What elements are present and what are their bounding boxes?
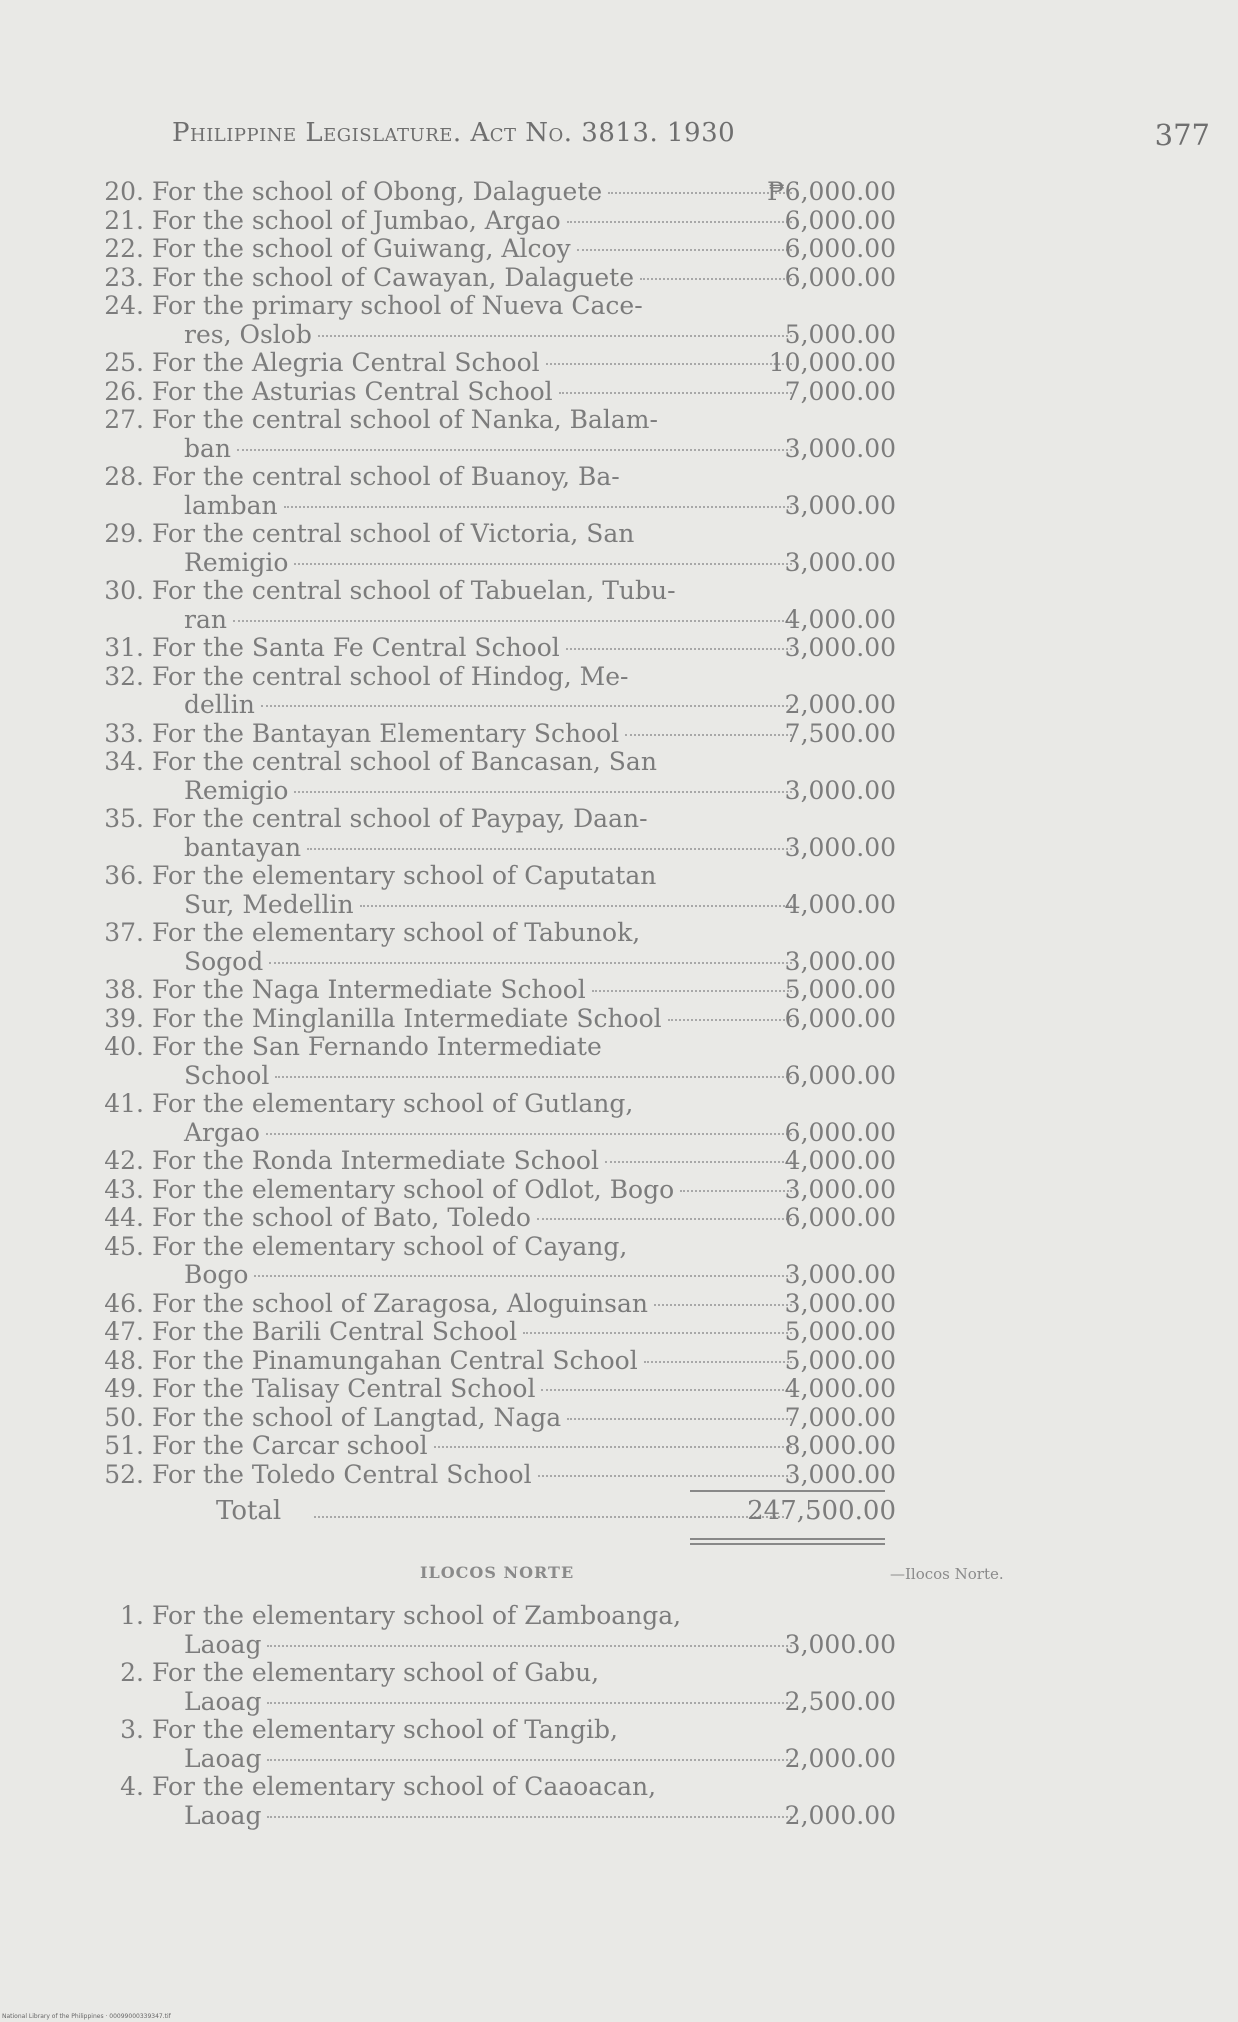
item-text-lead: For the elementary school of Tabunok, (152, 918, 641, 947)
list-item (96, 292, 896, 349)
item-number: 28. (104, 462, 144, 491)
item-text: Remigio (184, 775, 289, 805)
list-item (96, 1204, 896, 1233)
item-number: 21. (104, 205, 144, 235)
item-number: 3. (120, 1715, 144, 1744)
list-item (96, 463, 896, 520)
item-number: 20. (104, 177, 144, 206)
list-item (96, 349, 896, 378)
item-text-lead: For the central school of Tabuelan, Tubu- (152, 576, 676, 605)
list-item (96, 1659, 896, 1716)
list-item (96, 520, 896, 577)
item-text: For the school of Langtad, Naga (152, 1402, 562, 1432)
item-amount: 8,000.00 (784, 1431, 896, 1460)
item-text-lead: For the elementary school of Gabu, (152, 1658, 600, 1687)
item-number: 52. (104, 1459, 144, 1489)
item-number: 29. (104, 519, 144, 548)
list-item (96, 634, 896, 663)
item-text: For the Barili Central School (152, 1317, 518, 1346)
list-item (96, 235, 896, 264)
item-number: 46. (104, 1288, 144, 1318)
item-text: ran (184, 604, 227, 634)
item-amount: 6,000.00 (784, 1060, 896, 1090)
item-amount: 6,000.00 (784, 234, 896, 263)
page-header (172, 118, 1222, 158)
item-amount: 5,000.00 (784, 1317, 896, 1346)
running-head: Philippine Legislature. Act No. 3813. 1930 (172, 118, 736, 148)
item-number: 2. (120, 1658, 144, 1687)
item-number: 36. (104, 861, 144, 890)
item-amount: 3,000.00 (784, 433, 896, 463)
item-text: For the school of Zaragosa, Aloguinsan (152, 1288, 648, 1318)
item-number: 49. (104, 1374, 144, 1403)
item-amount: 6,000.00 (784, 262, 896, 292)
item-number: 38. (104, 975, 144, 1004)
item-text-lead: For the elementary school of Tangib, (152, 1715, 618, 1744)
item-text-lead: For the elementary school of Caaoacan, (152, 1772, 657, 1801)
item-number: 47. (104, 1317, 144, 1346)
item-text: Remigio (184, 547, 289, 577)
total-label: Total (216, 1496, 282, 1526)
item-text: Laoag (184, 1743, 262, 1773)
section-heading: ILOCOS NORTE (420, 1563, 575, 1582)
item-text-lead: For the central school of Hindog, Me- (152, 661, 629, 691)
item-amount: 7,000.00 (784, 1402, 896, 1432)
item-amount: 5,000.00 (784, 1345, 896, 1375)
item-number: 33. (104, 718, 144, 748)
item-text: For the Santa Fe Central School (152, 633, 560, 662)
item-text: For the elementary school of Odlot, Bogo (152, 1174, 675, 1204)
item-amount: 4,000.00 (784, 1146, 896, 1175)
item-amount: 6,000.00 (784, 1203, 896, 1232)
item-amount: 5,000.00 (784, 319, 896, 349)
item-number: 43. (104, 1174, 144, 1204)
appropriation-list-ilocos-norte (96, 1602, 896, 1830)
item-text: For the Minglanilla Intermediate School (152, 1003, 662, 1033)
list-item (96, 1375, 896, 1404)
item-text: dellin (184, 690, 255, 719)
item-text-lead: For the central school of Nanka, Balam- (152, 405, 658, 434)
list-item (96, 378, 896, 407)
list-item (96, 1233, 896, 1290)
scan-credit: National Library of the Philippines · 00099000339347.tif (2, 2013, 171, 2020)
margin-note: —Ilocos Norte. (890, 1565, 1004, 1583)
item-amount: 2,000.00 (784, 1743, 896, 1773)
item-amount: 7,500.00 (784, 718, 896, 748)
item-number: 1. (120, 1601, 144, 1630)
item-amount: 3,000.00 (784, 1629, 896, 1659)
item-amount: 5,000.00 (784, 975, 896, 1004)
item-amount: 3,000.00 (784, 633, 896, 662)
list-item (96, 748, 896, 805)
item-number: 51. (104, 1431, 144, 1460)
item-number: 4. (120, 1772, 144, 1801)
list-item (96, 1602, 896, 1659)
list-item (96, 1147, 896, 1176)
item-text: Laoag (184, 1686, 262, 1716)
item-amount: 6,000.00 (784, 205, 896, 235)
item-amount: 3,000.00 (784, 775, 896, 805)
item-number: 32. (104, 661, 144, 691)
list-item (96, 406, 896, 463)
item-amount: 10,000.00 (768, 348, 896, 377)
item-text-lead: For the elementary school of Cayang, (152, 1231, 628, 1261)
item-amount: 4,000.00 (784, 604, 896, 634)
item-text-lead: For the San Fernando Intermediate (152, 1032, 602, 1061)
item-text: For the Bantayan Elementary School (152, 718, 620, 748)
item-text: For the school of Bato, Toledo (152, 1203, 531, 1232)
item-amount: 2,000.00 (784, 1800, 896, 1830)
item-text: For the school of Cawayan, Dalaguete (152, 262, 634, 292)
list-item (96, 1318, 896, 1347)
item-number: 42. (104, 1146, 144, 1175)
item-text: School (184, 1060, 270, 1090)
item-number: 22. (104, 234, 144, 263)
item-number: 35. (104, 804, 144, 833)
item-text: For the Alegria Central School (152, 348, 540, 377)
list-item (96, 976, 896, 1005)
item-text: Sogod (184, 946, 264, 976)
list-item (96, 1033, 896, 1090)
list-item (96, 919, 896, 976)
item-text: ban (184, 433, 232, 463)
list-item (96, 1716, 896, 1773)
item-text: res, Oslob (184, 319, 312, 349)
item-text-lead: For the central school of Bancasan, San (152, 747, 657, 776)
item-amount: 3,000.00 (784, 1288, 896, 1318)
list-item (96, 1432, 896, 1461)
item-number: 45. (104, 1231, 144, 1261)
total-rule-above (690, 1490, 885, 1492)
item-number: 30. (104, 576, 144, 605)
total-amount: 247,500.00 (747, 1496, 896, 1526)
item-amount: 3,000.00 (784, 1260, 896, 1289)
item-amount: 4,000.00 (784, 889, 896, 919)
list-item (96, 207, 896, 236)
item-text: Sur, Medellin (184, 889, 354, 919)
item-amount: 2,500.00 (784, 1686, 896, 1716)
list-item (96, 1461, 896, 1490)
item-number: 31. (104, 633, 144, 662)
item-number: 39. (104, 1003, 144, 1033)
appropriation-list-cebu (96, 178, 896, 1489)
item-amount: 7,000.00 (784, 376, 896, 406)
item-amount: 3,000.00 (784, 946, 896, 976)
item-number: 27. (104, 405, 144, 434)
total-rule-below (690, 1538, 885, 1545)
list-item (96, 1404, 896, 1433)
item-amount: ₱6,000.00 (767, 177, 896, 206)
item-text-lead: For the primary school of Nueva Cace- (152, 291, 643, 320)
list-item (96, 178, 896, 207)
list-item (96, 663, 896, 720)
list-item (96, 805, 896, 862)
item-text-lead: For the central school of Buanoy, Ba- (152, 462, 620, 491)
item-text: For the school of Obong, Dalaguete (152, 177, 603, 206)
list-item (96, 862, 896, 919)
item-text: lamban (184, 490, 278, 520)
item-number: 37. (104, 918, 144, 947)
item-text: bantayan (184, 832, 302, 862)
item-text: For the Pinamungahan Central School (152, 1345, 638, 1375)
item-number: 50. (104, 1402, 144, 1432)
item-number: 24. (104, 291, 144, 320)
item-amount: 3,000.00 (784, 547, 896, 577)
item-amount: 3,000.00 (784, 490, 896, 520)
item-number: 48. (104, 1345, 144, 1375)
item-number: 26. (104, 376, 144, 406)
item-amount: 6,000.00 (784, 1003, 896, 1033)
item-text: For the Asturias Central School (152, 376, 553, 406)
item-text: For the Naga Intermediate School (152, 975, 586, 1004)
list-item (96, 264, 896, 293)
item-number: 44. (104, 1203, 144, 1232)
item-amount: 3,000.00 (784, 1174, 896, 1204)
item-text: For the Ronda Intermediate School (152, 1146, 599, 1175)
item-amount: 3,000.00 (784, 1459, 896, 1489)
item-text-lead: For the elementary school of Caputatan (152, 861, 657, 890)
item-number: 25. (104, 348, 144, 377)
item-text: For the school of Jumbao, Argao (152, 205, 561, 235)
item-text-lead: For the central school of Paypay, Daan- (152, 804, 648, 833)
list-item (96, 720, 896, 749)
item-amount: 6,000.00 (784, 1117, 896, 1147)
item-text: Laoag (184, 1800, 262, 1830)
list-item (96, 1347, 896, 1376)
item-text: For the school of Guiwang, Alcoy (152, 234, 571, 263)
item-text: Laoag (184, 1629, 262, 1659)
item-amount: 3,000.00 (784, 832, 896, 862)
list-item (96, 1290, 896, 1319)
page-number: 377 (1154, 118, 1210, 152)
item-text-lead: For the central school of Victoria, San (152, 519, 635, 548)
item-text: For the Talisay Central School (152, 1374, 536, 1403)
item-number: 41. (104, 1089, 144, 1118)
item-text: Argao (184, 1117, 260, 1147)
list-item (96, 1005, 896, 1034)
item-text-lead: For the elementary school of Gutlang, (152, 1089, 634, 1118)
item-text-lead: For the elementary school of Zamboanga, (152, 1601, 682, 1630)
list-item (96, 1090, 896, 1147)
list-item (96, 1176, 896, 1205)
list-item (96, 577, 896, 634)
item-text: For the Carcar school (152, 1431, 428, 1460)
item-text: For the Toledo Central School (152, 1459, 532, 1489)
item-amount: 4,000.00 (784, 1374, 896, 1403)
item-number: 23. (104, 262, 144, 292)
item-number: 34. (104, 747, 144, 776)
item-number: 40. (104, 1032, 144, 1061)
item-amount: 2,000.00 (784, 690, 896, 719)
list-item (96, 1773, 896, 1830)
item-text: Bogo (184, 1260, 249, 1289)
